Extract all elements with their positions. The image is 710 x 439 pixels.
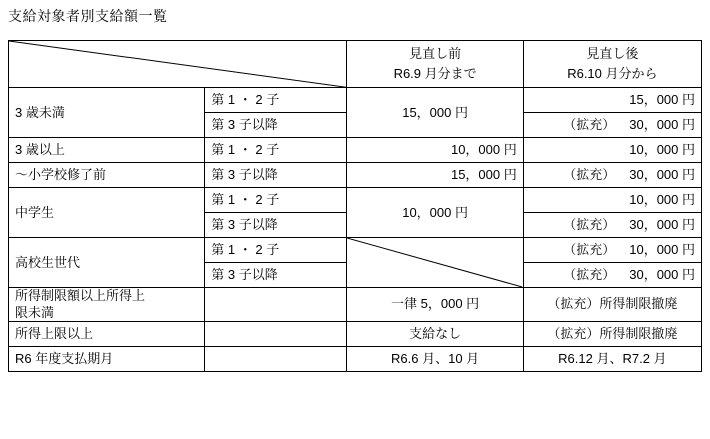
after-amount-cell [523,188,701,213]
after-amount: 30，000 円 [629,267,695,283]
table-row [9,188,702,213]
subcategory-label: 第 3 子以降 [205,213,347,238]
subcategory-label: 第 1 ・ 2 子 [205,238,347,263]
table-row [9,138,702,163]
after-amount: 15，000 円 [629,92,695,108]
before-diagonal-cell [347,238,523,288]
header-before-line1: 見直し前 [409,46,462,61]
after-amount: 30，000 円 [629,117,695,133]
income-limit-sub-cell [205,288,347,322]
category-label-high-school: 高校生世代 [9,238,205,288]
income-over-after: （拡充）所得制限撤廃 [523,321,701,346]
after-amount-cell [523,213,701,238]
category-label-pre-elementary: ～小学校修了前 [9,163,205,188]
before-amount: 10，000 円 [347,188,523,238]
header-corner-diagonal-cell [9,41,347,88]
benefit-amount-table-wrapper [8,40,702,372]
after-amount-cell [523,263,701,288]
income-limit-label [9,288,205,322]
income-over-label: 所得上限以上 [9,321,205,346]
header-before-line2: R6.9 月分まで [393,66,477,82]
after-note: （拡充） [563,167,616,183]
after-amount: 10，000 円 [629,192,695,208]
table-header-row [9,41,702,88]
benefit-amount-table [8,40,702,372]
table-row [9,88,702,113]
payment-month-label: R6 年度支払期月 [9,346,205,371]
table-row [9,238,702,263]
payment-month-before: R6.6 月、10 月 [347,346,523,371]
table-row [9,288,702,322]
income-limit-after: （拡充）所得制限撤廃 [523,288,701,322]
before-amount: 10，000 円 [347,138,523,163]
category-label-junior-high: 中学生 [9,188,205,238]
header-before-cell [347,41,523,88]
after-amount: 10，000 円 [629,142,695,158]
after-amount-cell [523,138,701,163]
subcategory-label: 第 3 子以降 [205,113,347,138]
income-over-before: 支給なし [347,321,523,346]
payment-month-sub-cell [205,346,347,371]
category-label-over3: 3 歳以上 [9,138,205,163]
after-amount: 30，000 円 [629,217,695,233]
page-title: 支給対象者別支給額一覧 [8,8,168,24]
header-after-line1: 見直し後 [586,46,639,61]
income-limit-label-line1: 所得制限額以上所得上 [15,288,146,304]
after-amount-cell [523,238,701,263]
before-amount: 15，000 円 [347,88,523,138]
income-limit-before: 一律 5，000 円 [347,288,523,322]
after-amount-cell [523,163,701,188]
subcategory-label: 第 1 ・ 2 子 [205,88,347,113]
table-row [9,163,702,188]
after-amount: 30，000 円 [629,167,695,183]
subcategory-label: 第 3 子以降 [205,163,347,188]
after-amount-cell [523,88,701,113]
after-note: （拡充） [563,242,616,258]
after-note: （拡充） [563,117,616,133]
subcategory-label: 第 1 ・ 2 子 [205,188,347,213]
subcategory-label: 第 3 子以降 [205,263,347,288]
income-over-sub-cell [205,321,347,346]
table-row [9,321,702,346]
after-note: （拡充） [563,217,616,233]
after-amount-cell [523,113,701,138]
after-amount: 10，000 円 [629,242,695,258]
income-limit-label-line2: 限未満 [15,304,55,320]
table-row [9,346,702,371]
header-after-line2: R6.10 月分から [567,66,658,82]
subcategory-label: 第 1 ・ 2 子 [205,138,347,163]
payment-month-after: R6.12 月、R7.2 月 [523,346,701,371]
category-label-under3: 3 歳未満 [9,88,205,138]
before-amount: 15，000 円 [347,163,523,188]
after-note: （拡充） [563,267,616,283]
header-after-cell [523,41,701,88]
